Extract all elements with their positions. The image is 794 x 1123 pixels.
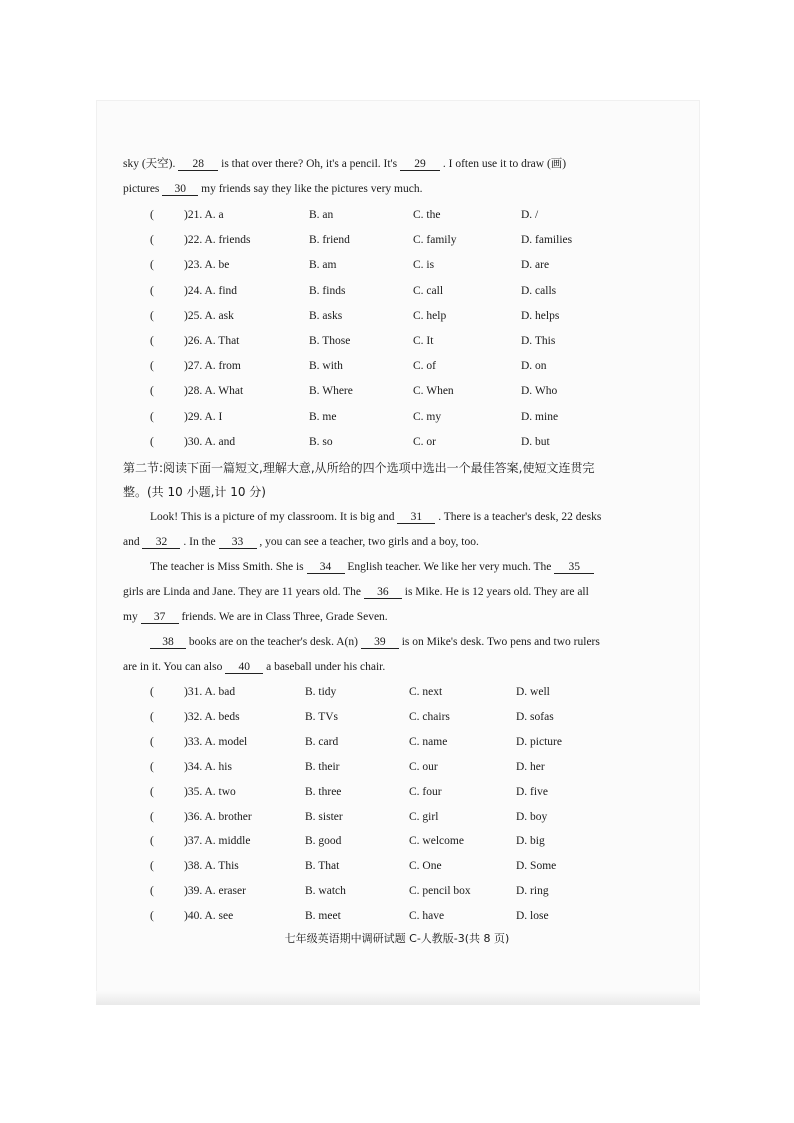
option-b: B. three <box>305 785 342 798</box>
option-b: B. am <box>309 259 337 272</box>
option-c: C. girl <box>409 810 439 823</box>
option-d: D. big <box>516 835 545 848</box>
blank-31: 31 <box>397 511 435 524</box>
blank-28: 28 <box>178 158 218 171</box>
option-d: D. This <box>521 335 556 347</box>
option-a: )38. A. This <box>184 860 239 873</box>
answer-paren[interactable]: ( <box>150 760 154 773</box>
answer-paren[interactable]: ( <box>150 284 154 297</box>
answer-paren[interactable]: ( <box>150 686 154 698</box>
passage2-line1 <box>150 510 695 524</box>
option-a: )28. A. What <box>184 385 244 398</box>
text: girls are Linda and Jane. They are 11 years old. The <box>123 586 362 598</box>
option-b: B. their <box>305 760 340 773</box>
blank-36: 36 <box>364 586 402 599</box>
answer-paren[interactable]: ( <box>150 335 154 347</box>
passage1-line2 <box>123 182 668 196</box>
option-a: )29. A. I <box>184 410 223 423</box>
option-d: D. are <box>521 259 550 272</box>
option-d: D. mine <box>521 410 559 423</box>
passage2-line2 <box>123 535 668 549</box>
option-b: B. tidy <box>305 686 337 698</box>
option-d: D. her <box>516 760 545 773</box>
option-c: C. call <box>413 284 444 297</box>
option-d: D. well <box>516 686 550 698</box>
answer-paren[interactable]: ( <box>150 710 154 723</box>
option-b: B. friend <box>309 234 350 247</box>
text: The teacher is Miss Smith. She is <box>150 561 304 573</box>
option-a: )21. A. a <box>184 209 224 221</box>
text: books are on the teacher's desk. A(n) <box>188 636 358 648</box>
question-row <box>150 410 670 424</box>
option-c: C. is <box>413 259 435 272</box>
question-row <box>150 309 670 323</box>
passage2-line6 <box>150 635 695 649</box>
question-row <box>150 208 670 222</box>
text: friends. We are in Class Three, Grade Seven. <box>181 611 388 623</box>
text: , you can see a teacher, two girls and a boy, too. <box>259 536 479 548</box>
option-a: )32. A. beds <box>184 710 240 723</box>
option-d: D. Some <box>516 860 557 873</box>
option-a: )39. A. eraser <box>184 885 246 898</box>
question-row <box>150 834 670 848</box>
option-b: B. so <box>309 435 333 448</box>
option-c: C. the <box>413 209 441 221</box>
text: is Mike. He is 12 years old. They are all <box>404 586 589 598</box>
option-d: D. lose <box>516 910 549 923</box>
option-d: D. on <box>521 360 547 373</box>
blank-38: 38 <box>150 636 186 649</box>
blank-34: 34 <box>307 561 345 574</box>
answer-paren[interactable]: ( <box>150 435 154 448</box>
option-d: D. families <box>521 234 573 247</box>
option-d: D. boy <box>516 810 548 823</box>
option-b: B. finds <box>309 284 346 297</box>
text: are in it. You can also <box>123 661 223 673</box>
answer-paren[interactable]: ( <box>150 860 154 873</box>
answer-paren[interactable]: ( <box>150 735 154 748</box>
option-b: B. with <box>309 360 343 373</box>
text: . I often use it to draw (画) <box>442 158 567 170</box>
text: a baseball under his chair. <box>266 661 386 673</box>
answer-paren[interactable]: ( <box>150 209 154 221</box>
option-c: C. One <box>409 860 442 873</box>
text: and <box>123 536 140 548</box>
passage2-line3 <box>150 560 695 574</box>
option-b: B. good <box>305 835 342 848</box>
section2-instruction-line2: 整。(共 10 小题,计 10 分) <box>123 485 266 499</box>
option-d: D. Who <box>521 385 558 398</box>
blank-40: 40 <box>225 661 263 674</box>
question-row <box>150 685 670 699</box>
option-d: D. / <box>521 209 539 221</box>
question-row <box>150 384 670 398</box>
option-b: B. watch <box>305 885 346 898</box>
option-a: )22. A. friends <box>184 234 251 247</box>
passage2-line5 <box>123 610 668 624</box>
option-a: )26. A. That <box>184 335 240 347</box>
option-c: C. When <box>413 385 454 398</box>
question-row <box>150 284 670 298</box>
answer-paren[interactable]: ( <box>150 835 154 848</box>
option-b: B. meet <box>305 910 341 923</box>
option-a: )23. A. be <box>184 259 230 272</box>
option-d: D. ring <box>516 885 549 898</box>
answer-paren[interactable]: ( <box>150 234 154 247</box>
answer-paren[interactable]: ( <box>150 309 154 322</box>
answer-paren[interactable]: ( <box>150 259 154 272</box>
option-a: )33. A. model <box>184 735 248 748</box>
text: English teacher. We like her very much. The <box>347 561 552 573</box>
answer-paren[interactable]: ( <box>150 810 154 823</box>
question-row <box>150 435 670 449</box>
question-row <box>150 859 670 873</box>
question-row <box>150 710 670 724</box>
option-d: D. calls <box>521 284 557 297</box>
text: . In the <box>183 536 216 548</box>
option-b: B. sister <box>305 810 343 823</box>
option-c: C. family <box>413 234 457 247</box>
answer-paren[interactable]: ( <box>150 910 154 923</box>
question-row <box>150 233 670 247</box>
text: Look! This is a picture of my classroom. It is big and <box>150 511 395 523</box>
section2-instruction-line1: 第二节:阅读下面一篇短文,理解大意,从所给的四个选项中选出一个最佳答案,使短文连贯完 <box>123 461 595 475</box>
blank-33: 33 <box>219 536 257 549</box>
page-edge <box>96 991 700 1005</box>
option-c: C. four <box>409 785 442 798</box>
blank-30: 30 <box>162 183 198 196</box>
answer-paren[interactable]: ( <box>150 410 154 423</box>
option-a: )34. A. his <box>184 760 232 773</box>
option-a: )37. A. middle <box>184 835 251 848</box>
question-row <box>150 334 670 348</box>
option-c: C. welcome <box>409 835 464 848</box>
option-c: C. my <box>413 410 442 423</box>
answer-paren[interactable]: ( <box>150 385 154 398</box>
option-a: )35. A. two <box>184 785 236 798</box>
option-c: C. name <box>409 735 448 748</box>
text: pictures <box>123 183 160 195</box>
question-row <box>150 258 670 272</box>
passage1-line1 <box>123 157 668 171</box>
option-d: D. sofas <box>516 710 554 723</box>
option-d: D. picture <box>516 735 562 748</box>
option-a: )40. A. see <box>184 910 234 923</box>
option-a: )27. A. from <box>184 360 241 373</box>
question-row <box>150 884 670 898</box>
option-b: B. That <box>305 860 340 873</box>
answer-paren[interactable]: ( <box>150 885 154 898</box>
option-d: D. five <box>516 785 548 798</box>
answer-paren[interactable]: ( <box>150 360 154 373</box>
text: is on Mike's desk. Two pens and two rulers <box>401 636 600 648</box>
question-row <box>150 735 670 749</box>
passage2-line7 <box>123 660 668 674</box>
option-c: C. our <box>409 760 438 773</box>
question-row <box>150 909 670 923</box>
option-d: D. but <box>521 435 550 448</box>
question-row <box>150 810 670 824</box>
option-c: C. help <box>413 309 447 322</box>
blank-35: 35 <box>554 561 594 574</box>
blank-29: 29 <box>400 158 440 171</box>
option-c: C. chairs <box>409 710 450 723</box>
option-b: B. asks <box>309 309 343 322</box>
question-row <box>150 785 670 799</box>
option-c: C. pencil box <box>409 885 471 898</box>
passage2-line4 <box>123 585 668 599</box>
option-b: B. Those <box>309 335 351 347</box>
option-b: B. an <box>309 209 334 221</box>
page-footer: 七年级英语期中调研试题 C-人教版-3(共 8 页) <box>284 932 510 945</box>
option-c: C. or <box>413 435 436 448</box>
text: is that over there? Oh, it's a pencil. It's <box>221 158 398 170</box>
option-a: )30. A. and <box>184 435 236 448</box>
option-c: C. of <box>413 360 436 373</box>
option-b: B. Where <box>309 385 353 398</box>
option-c: C. It <box>413 335 434 347</box>
option-a: )25. A. ask <box>184 309 234 322</box>
option-b: B. card <box>305 735 339 748</box>
text: my friends say they like the pictures very much. <box>201 183 423 195</box>
blank-39: 39 <box>361 636 399 649</box>
option-d: D. helps <box>521 309 560 322</box>
option-a: )31. A. bad <box>184 686 236 698</box>
question-row <box>150 359 670 373</box>
option-c: C. have <box>409 910 445 923</box>
option-b: B. me <box>309 410 337 423</box>
blank-37: 37 <box>141 611 179 624</box>
question-row <box>150 760 670 774</box>
option-a: )36. A. brother <box>184 810 252 823</box>
blank-32: 32 <box>142 536 180 549</box>
answer-paren[interactable]: ( <box>150 785 154 798</box>
text: my <box>123 611 138 623</box>
option-b: B. TVs <box>305 710 339 723</box>
option-c: C. next <box>409 686 443 698</box>
text: sky (天空). <box>123 158 176 170</box>
option-a: )24. A. find <box>184 284 238 297</box>
text: . There is a teacher's desk, 22 desks <box>438 511 602 523</box>
